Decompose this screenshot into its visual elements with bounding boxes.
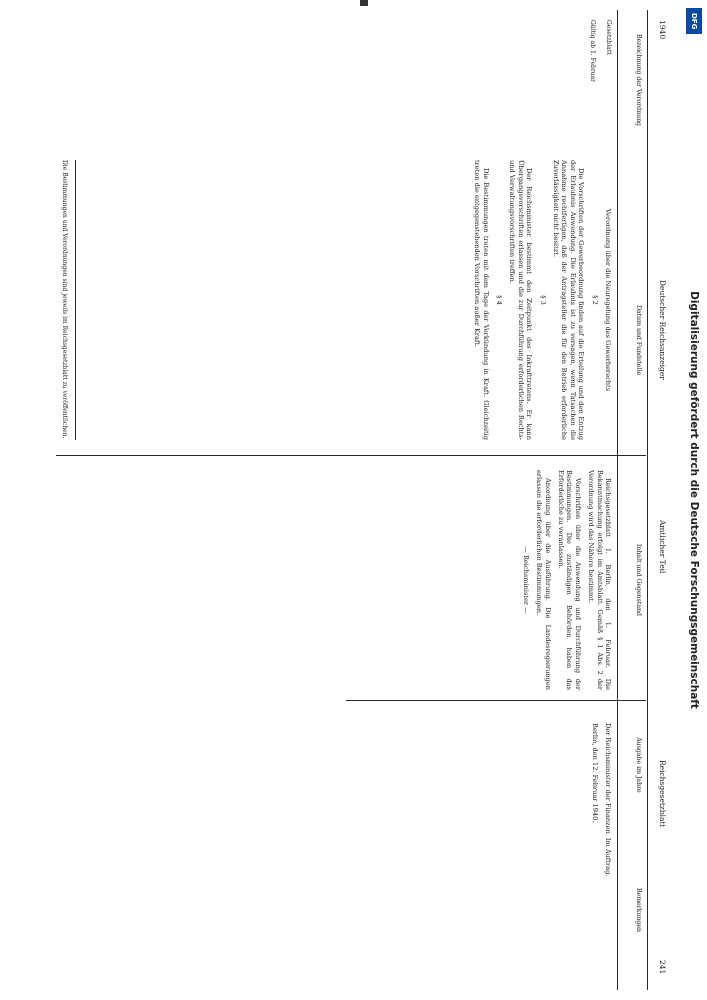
section-2-text: Die Vorschriften der Gewerbeordnung finden auf die Erteilung und den Entzug der Erlaubnis Anwendung. Die Erlaubnis ist zu versagen, wenn Tatsachen die Annahme rechtfertigen, daß der Antragsteller die für den Betrieb erforderliche Zuverlässigkeit nicht besitzt. xyxy=(551,160,586,440)
col-head-1: Bezeichnung der Verordnung xyxy=(635,33,642,127)
col-head-2: Datum und Fundstelle xyxy=(635,304,642,376)
signoff: — Reichsminister — xyxy=(521,546,530,614)
year: 1940 xyxy=(658,20,667,40)
right-paragraph-2: Berlin, den 12. Februar 1940. xyxy=(590,723,599,823)
column-divider-2 xyxy=(346,700,646,701)
main-column xyxy=(468,160,612,440)
col-head-4: Ausgabe im Jahre xyxy=(635,737,642,793)
footer-note: Die Bestimmungen und Verordnungen sind jeweils im Reichsgesetzblatt zu veröffentlichen. xyxy=(61,160,68,439)
right-column xyxy=(585,715,612,975)
section-4-text: Die Bestimmungen treten mit dem Tage der Verkündung in Kraft. Gleichzeitig treten die entgegenstehenden Vorschriften außer Kraft. xyxy=(473,160,490,440)
header-rule xyxy=(647,10,648,990)
section-2-title: § 2 xyxy=(590,295,599,305)
subheader-rule xyxy=(617,10,618,990)
dfg-banner xyxy=(684,10,704,990)
page-number: 241 xyxy=(658,960,667,975)
dfg-logo: DFG xyxy=(686,8,702,34)
header-right: Reichsgesetzblatt xyxy=(658,760,667,828)
running-header xyxy=(652,0,666,1000)
section-3-title: § 3 xyxy=(538,295,547,305)
main-heading: Verordnung über die Neuregelung des Gewerberechts xyxy=(604,208,612,392)
dfg-banner-text: Digitalisierung gefördert durch die Deutsche Forschungsgemeinschaft xyxy=(688,291,700,709)
margin-note-1: Gültig ab 1. Februar xyxy=(589,20,596,83)
header-left: Deutscher Reichsanzeiger xyxy=(658,280,667,380)
col-head-5: Bemerkungen xyxy=(635,887,642,933)
column-divider-1 xyxy=(56,455,646,456)
middle-column xyxy=(516,470,612,690)
margin-note-2: Gesetzblatt xyxy=(605,20,612,55)
middle-paragraph-3: Anordnung über die Ausführung. Die Landesregierungen erlassen die erforderlichen Bestimmungen. xyxy=(535,470,552,690)
header-center: Amtlicher Teil xyxy=(658,520,667,574)
section-3-text: Der Reichsminister bestimmt den Zeitpunkt des Inkrafttretens. Er kann Übergangsvorschriften erlassen und die zur Durchführung erforderlichen Rechts- und Verwaltungsvorschriften treffen. xyxy=(508,160,534,440)
middle-paragraph-2: Vorschriften über die Anwendung und Durchführung der Bestimmungen. Die zuständigen Behörden haben das Erforderliche zu veranlassen. xyxy=(556,470,582,690)
right-paragraph-1: Der Reichsminister der Finanzen. Im Auftrag. xyxy=(604,723,612,877)
col-head-3: Inhalt und Gegenstand xyxy=(635,544,642,616)
middle-paragraph-1: Reichsgesetzblatt I. Berlin, den 1. Februar. Die Bekanntmachung erfolgt im Amtsblatt. Gemäß § 1 Abs. 2 der Verordnung wird das Nähere bestimmt. xyxy=(587,470,612,690)
footer-rule xyxy=(75,160,76,440)
rotated-page xyxy=(16,0,676,1000)
section-4-title: § 4 xyxy=(494,295,503,305)
